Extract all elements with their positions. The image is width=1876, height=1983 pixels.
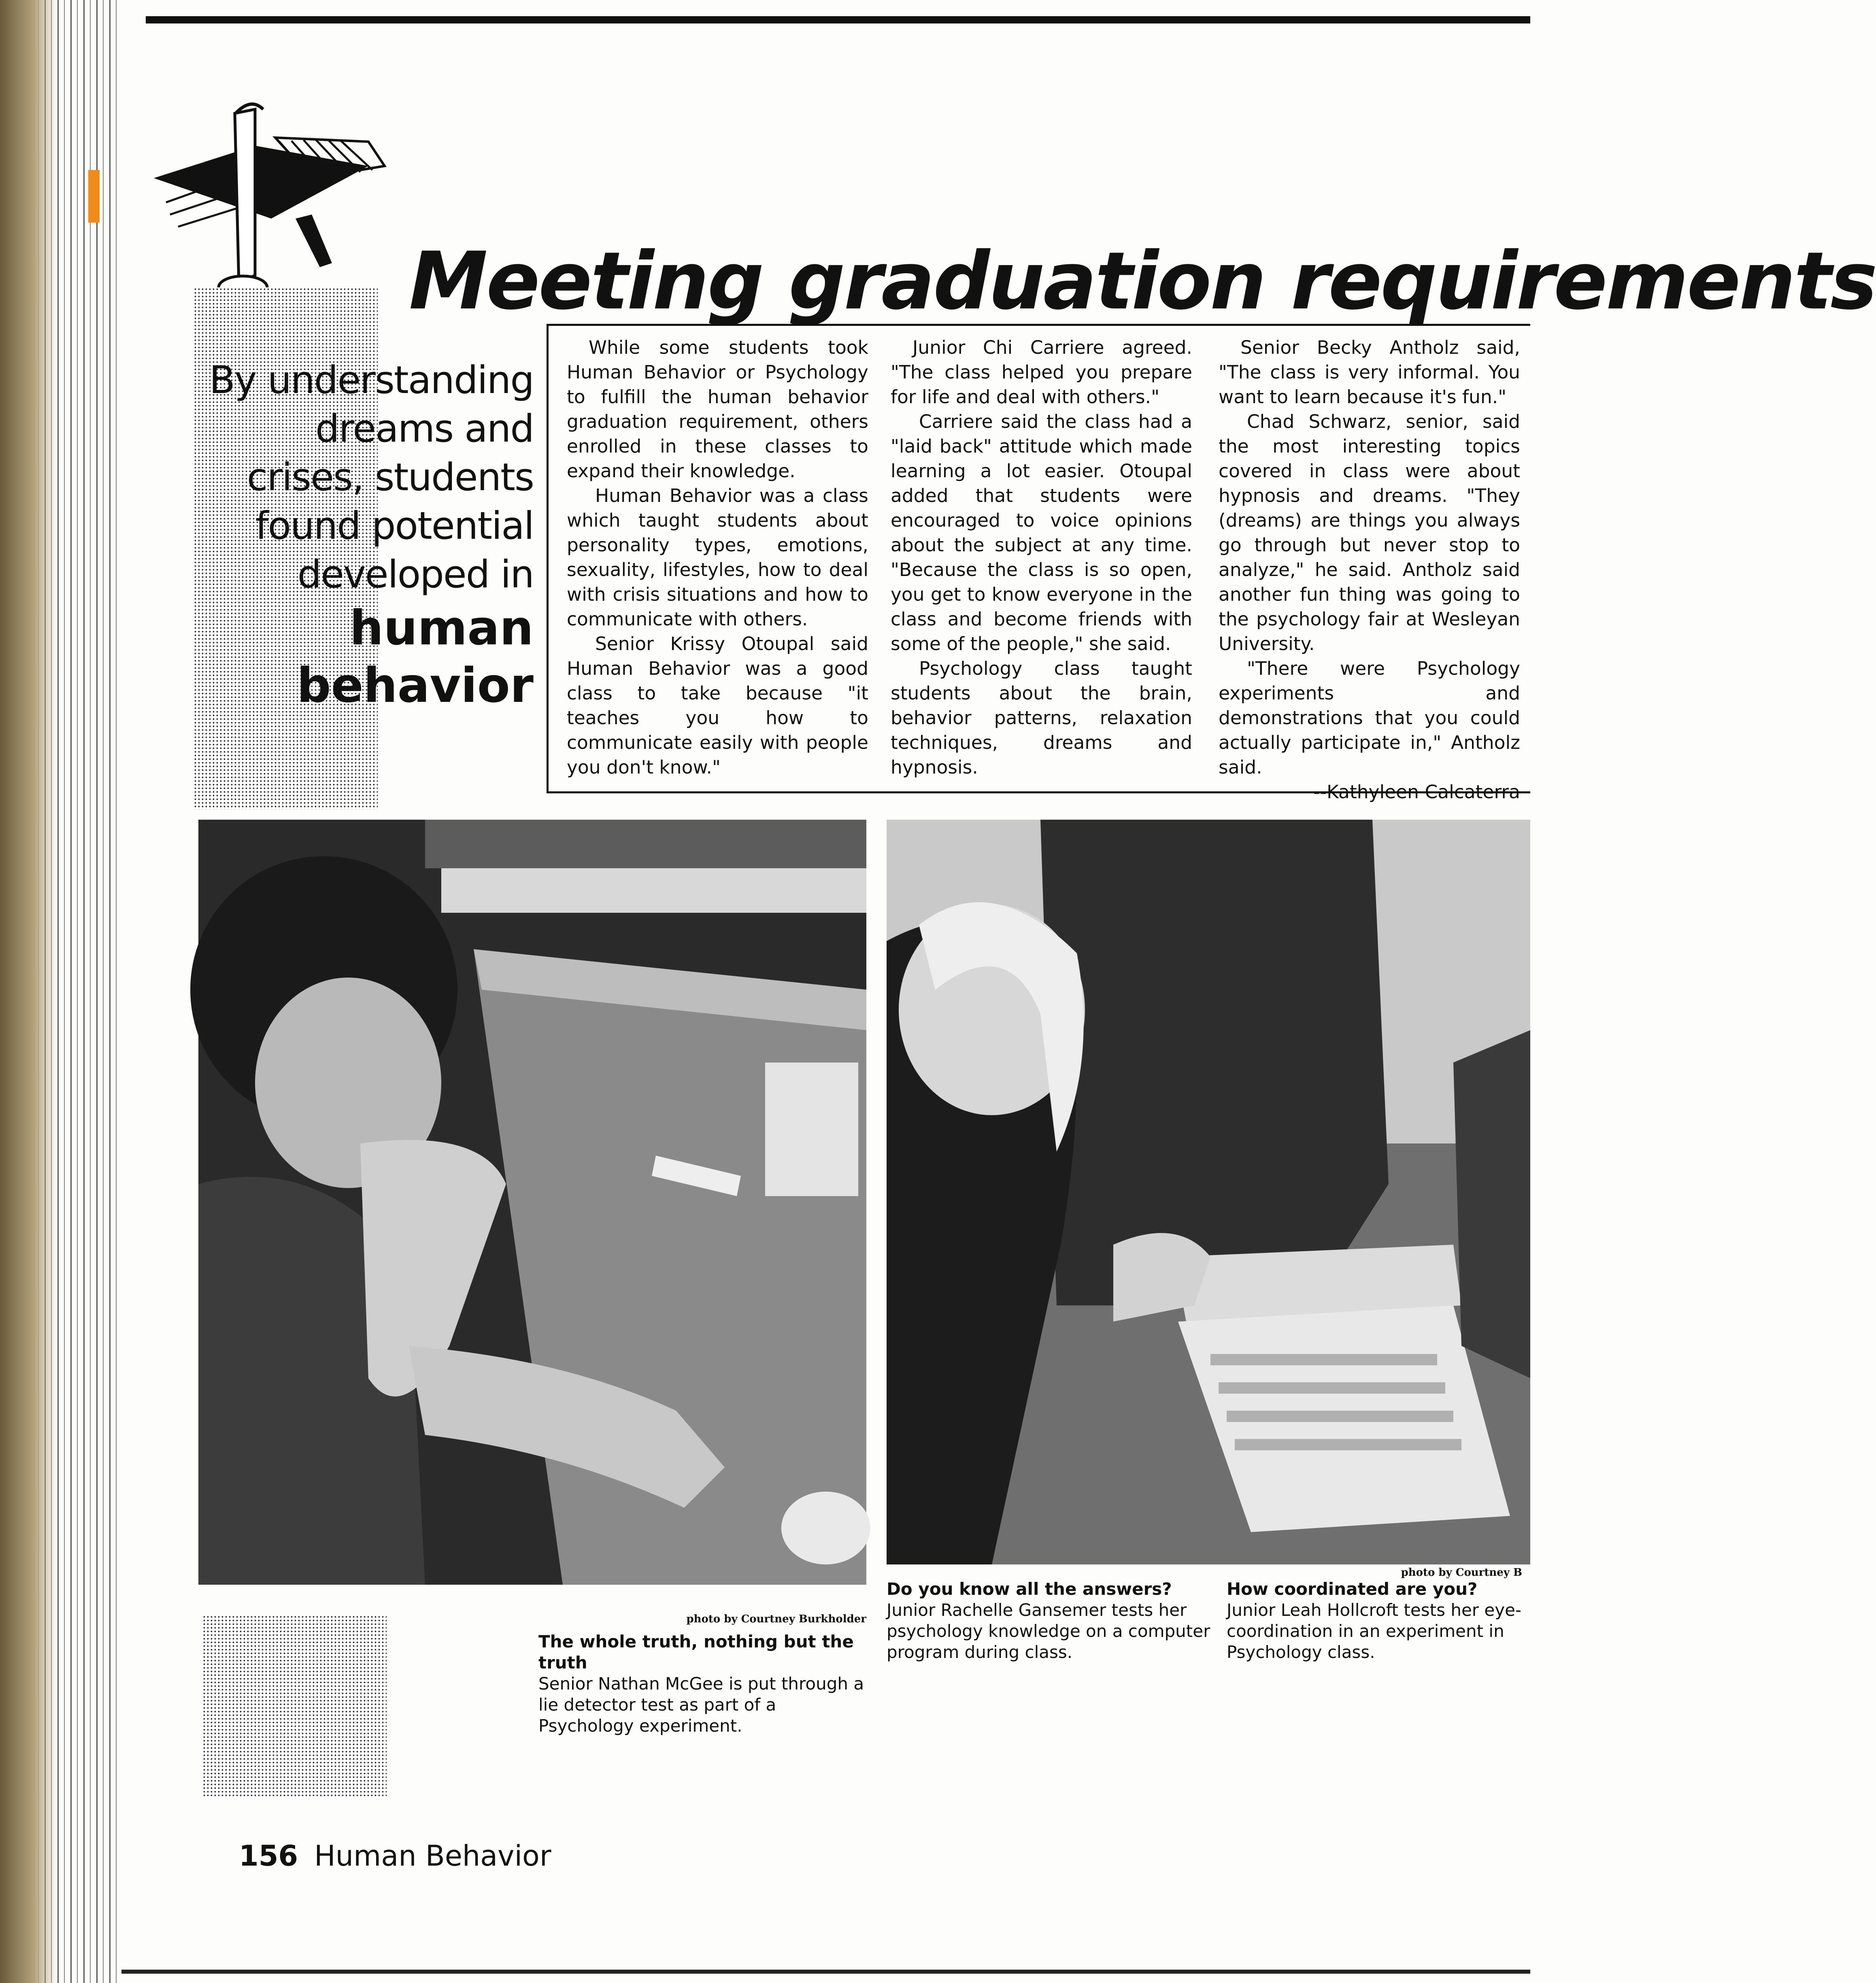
section-name: Human Behavior: [314, 1839, 551, 1872]
subheadline-light: By understanding dreams and crises, students found potential developed in: [209, 358, 534, 597]
page-folio: [239, 1838, 551, 1874]
paragraph: Senior Krissy Otoupal said Human Behavior was a good class to take because "it teaches you how to communicate easily with people you don't know.": [567, 633, 868, 778]
top-rule: [146, 16, 1530, 23]
paragraph: Senior Becky Antholz said, "The class is very informal. You want to learn because it's fun.": [1219, 337, 1520, 408]
subheadline-bold: human behavior: [297, 600, 534, 713]
subheadline: [194, 356, 534, 714]
paragraph: Junior Chi Carriere agreed. "The class helped you prepare for life and deal with others.": [891, 337, 1192, 408]
caption-text: Senior Nathan McGee is put through a lie detector test as part of a Psychology experiment.: [538, 1674, 864, 1736]
story-column-1: [567, 335, 868, 789]
caption-title: How coordinated are you?: [1227, 1579, 1478, 1599]
paragraph: Psychology class taught students about the brain, behavior patterns, relaxation techniques, dreams and hypnosis.: [891, 658, 1192, 778]
photo-credit: photo by Courtney Burkholder: [686, 1613, 866, 1625]
paragraph: "There were Psychology experiments and demonstrations that you could actually participate in," Antholz said.: [1219, 658, 1520, 778]
caption-left: [538, 1631, 874, 1736]
paragraph: While some students took Human Behavior or Psychology to fulfill the human behavior graduation requirement, others enrolled in these classes to expand their knowledge.: [567, 337, 868, 482]
page-number: 156: [239, 1839, 298, 1872]
bottom-rule: [121, 1970, 1530, 1974]
caption-right-1: [887, 1579, 1210, 1663]
caption-text: Junior Rachelle Gansemer tests her psychology knowledge on a computer program during class.: [887, 1600, 1210, 1662]
byline: --Kathyleen Calcaterra: [1313, 781, 1520, 803]
paragraph: Human Behavior was a class which taught students about personality types, emotions, sexuality, lifestyles, how to deal with crisis situations and how to communicate with others.: [567, 485, 868, 630]
story-column-3: [1219, 335, 1520, 803]
photo-computer-test: [887, 820, 1530, 1564]
page-title: Meeting graduation requirements: [409, 235, 1876, 327]
photo-lie-detector-test: [198, 820, 866, 1585]
story-column-2: [891, 335, 1192, 789]
photo-credit: photo by Courtney B: [1401, 1566, 1522, 1579]
section-tab-marker: [88, 170, 100, 223]
graduation-cap-and-diploma-icon: [142, 97, 393, 316]
paragraph: Carriere said the class had a "laid back" attitude which made learning a lot easier. Otoupal added that students were encouraged to voice opinions about the subject at any time. "Because the class is so open, you get to know everyone in the class and become friends with some of the people," she said.: [891, 411, 1192, 655]
caption-right-2: [1227, 1579, 1526, 1663]
caption-title: The whole truth, nothing but the truth: [538, 1632, 854, 1673]
paragraph: Chad Schwarz, senior, said the most interesting topics covered in class were about hypnosis and dreams. "They (dreams) are things you always go through but never stop to analyze," he said. Antholz said another fun thing was going to the psychology fair at Wesleyan University.: [1219, 411, 1520, 655]
caption-text: Junior Leah Hollcroft tests her eye-coordination in an experiment in Psychology class.: [1227, 1600, 1522, 1662]
page-edge-shadow: [0, 0, 57, 1983]
caption-title: Do you know all the answers?: [887, 1579, 1172, 1599]
halftone-panel-bottom: [202, 1615, 387, 1797]
